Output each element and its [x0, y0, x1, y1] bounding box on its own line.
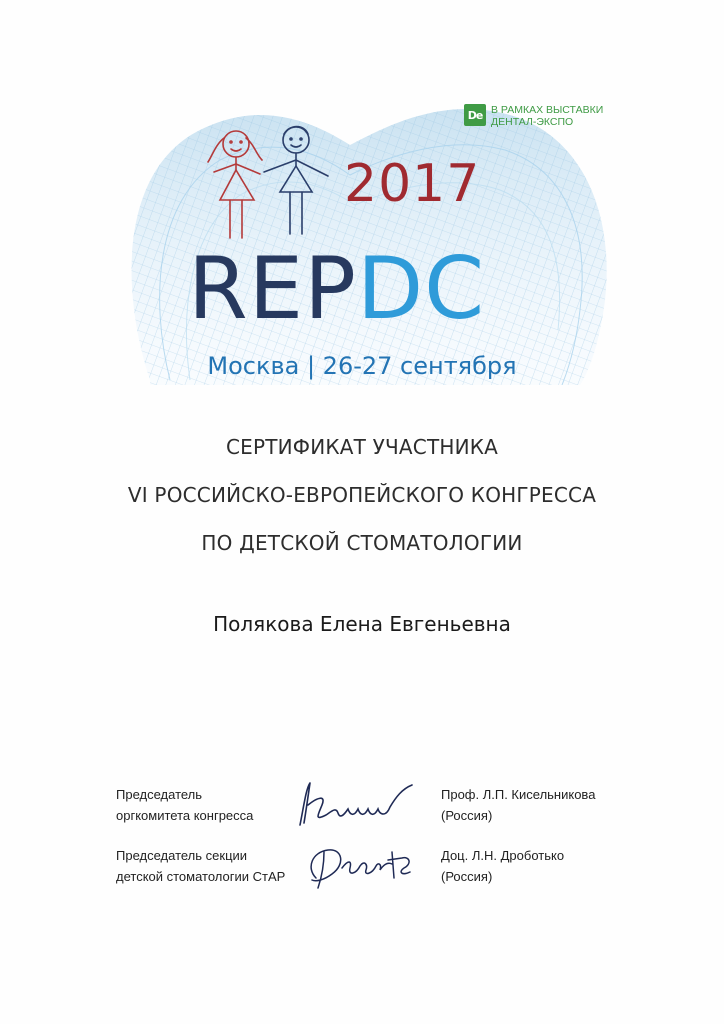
event-place-date: Москва | 26-27 сентября [207, 352, 517, 380]
signatory-1-role [116, 784, 253, 826]
exhibition-text [491, 104, 603, 128]
exhibition-line-1: В РАМКАХ ВЫСТАВКИ [491, 104, 604, 116]
signatory-1-role-line-1: Председатель [116, 787, 203, 802]
tooth-mesh-illustration [110, 90, 630, 385]
signatory-2-role [116, 845, 285, 887]
signatory-2-name [441, 845, 564, 887]
certificate-title-line-1: СЕРТИФИКАТ УЧАСТНИКА [225, 435, 499, 459]
event-year: 2017 [344, 154, 481, 214]
signatory-2-role-line-2: детской стоматологии СтАР [116, 869, 286, 884]
certificate-title-line-2: VI РОССИЙСКО-ЕВРОПЕЙСКОГО КОНГРЕССА [127, 483, 597, 507]
dental-expo-logo: De [464, 104, 486, 126]
exhibition-line-2: ДЕНТАЛ-ЭКСПО [491, 116, 574, 128]
signature-2 [302, 838, 422, 894]
brand-part-dc: DC [356, 239, 486, 339]
signatory-2-name-line-1: Доц. Л.Н. Дроботько [441, 848, 565, 863]
signatory-1-name-line-2: (Россия) [441, 808, 493, 823]
signatory-1-role-line-2: оргкомитета конгресса [116, 808, 254, 823]
event-brand-logo [188, 239, 486, 339]
signatory-1-name [441, 784, 595, 826]
signatory-2-role-line-1: Председатель секции [116, 848, 248, 863]
recipient-name: Полякова Елена Евгеньевна [213, 612, 511, 636]
brand-part-rep: REP [188, 239, 357, 339]
certificate-title-line-3: ПО ДЕТСКОЙ СТОМАТОЛОГИИ [201, 531, 523, 555]
signature-1 [292, 775, 420, 835]
exhibition-badge [464, 104, 603, 128]
signatory-2-name-line-2: (Россия) [441, 869, 493, 884]
children-drawing-icon [198, 122, 336, 242]
signatory-1-name-line-1: Проф. Л.П. Кисельникова [441, 787, 596, 802]
